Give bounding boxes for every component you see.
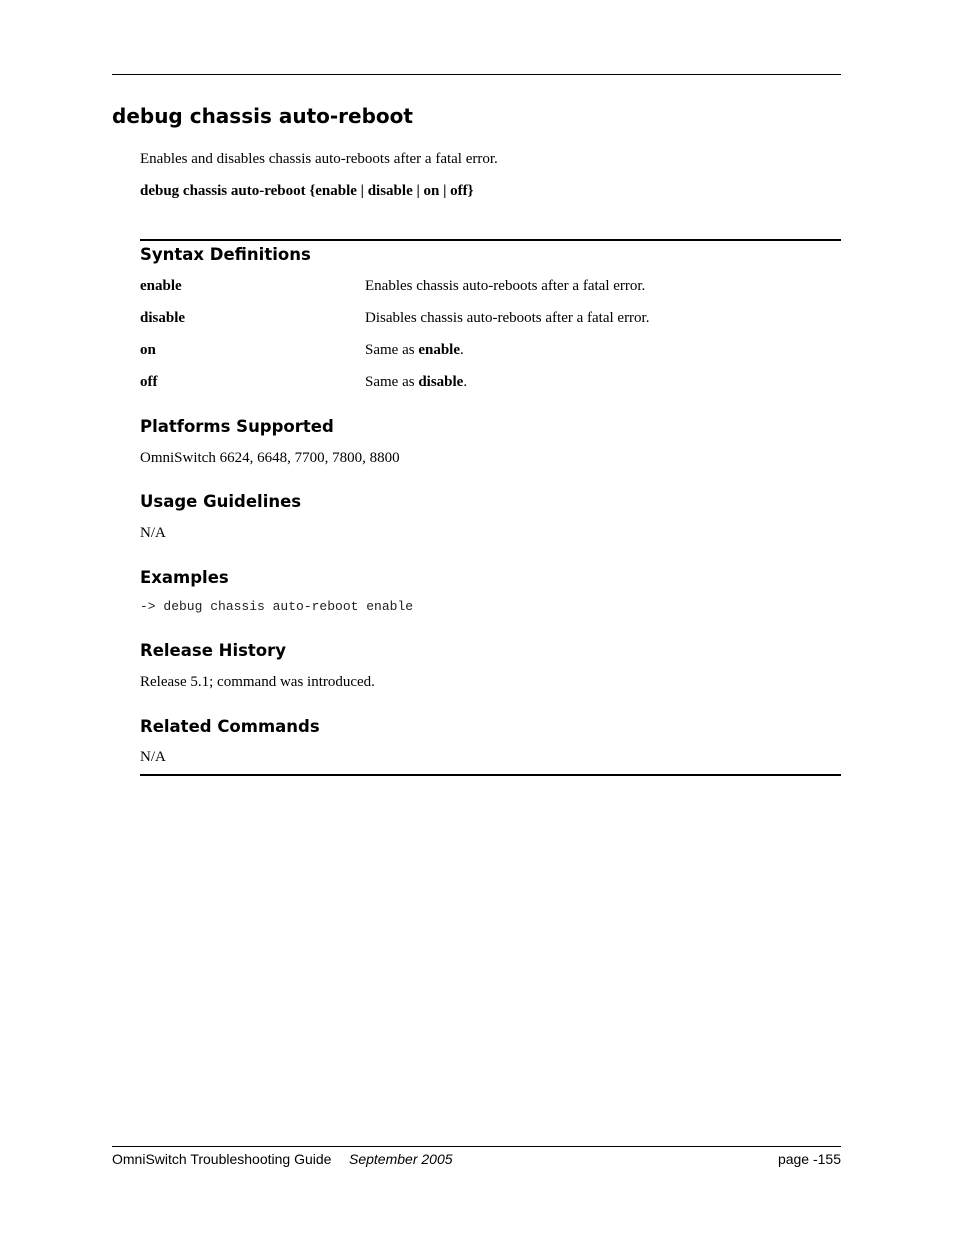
definition-ref: disable: [418, 374, 464, 390]
footer-guide-title: OmniSwitch Troubleshooting Guide: [112, 1151, 332, 1167]
definition-term-enable: enable: [140, 278, 182, 294]
footer-date: September 2005: [349, 1151, 453, 1167]
platforms-text: OmniSwitch 6624, 6648, 7700, 7800, 8800: [140, 450, 400, 466]
definition-text-enable: Enables chassis auto-reboots after a fatal error.: [365, 278, 646, 294]
examples-heading: Examples: [140, 568, 229, 587]
definition-text-on: [365, 342, 464, 359]
definition-text-prefix: Same as: [365, 342, 419, 358]
definition-term-on: on: [140, 342, 156, 358]
header-rule: [112, 74, 841, 75]
definition-ref: enable: [418, 342, 460, 358]
page-title: debug chassis auto-reboot: [112, 104, 413, 128]
section-bottom-rule: [140, 774, 841, 776]
section-top-rule: [140, 239, 841, 241]
example-code: -> debug chassis auto-reboot enable: [140, 599, 414, 614]
definition-text-disable: Disables chassis auto-reboots after a fatal error.: [365, 310, 650, 326]
related-text: N/A: [140, 749, 166, 765]
related-heading: Related Commands: [140, 717, 320, 736]
definition-term-disable: disable: [140, 310, 186, 326]
command-description: Enables and disables chassis auto-reboots after a fatal error.: [140, 151, 498, 167]
definition-text-prefix: Same as: [365, 374, 419, 390]
usage-text: N/A: [140, 525, 166, 541]
usage-heading: Usage Guidelines: [140, 492, 302, 511]
footer-rule: [112, 1146, 841, 1147]
syntax-definitions-heading: Syntax Definitions: [140, 245, 311, 264]
definition-text-off: [365, 374, 467, 391]
definition-term-off: off: [140, 374, 158, 390]
definition-text-suffix: .: [460, 342, 464, 358]
platforms-heading: Platforms Supported: [140, 417, 334, 436]
footer-page-number: page -155: [777, 1151, 841, 1167]
definition-text-suffix: .: [463, 374, 468, 390]
release-heading: Release History: [140, 641, 287, 660]
command-syntax: debug chassis auto-reboot {enable | disable | on | off}: [140, 183, 474, 199]
release-text: Release 5.1; command was introduced.: [140, 674, 375, 690]
